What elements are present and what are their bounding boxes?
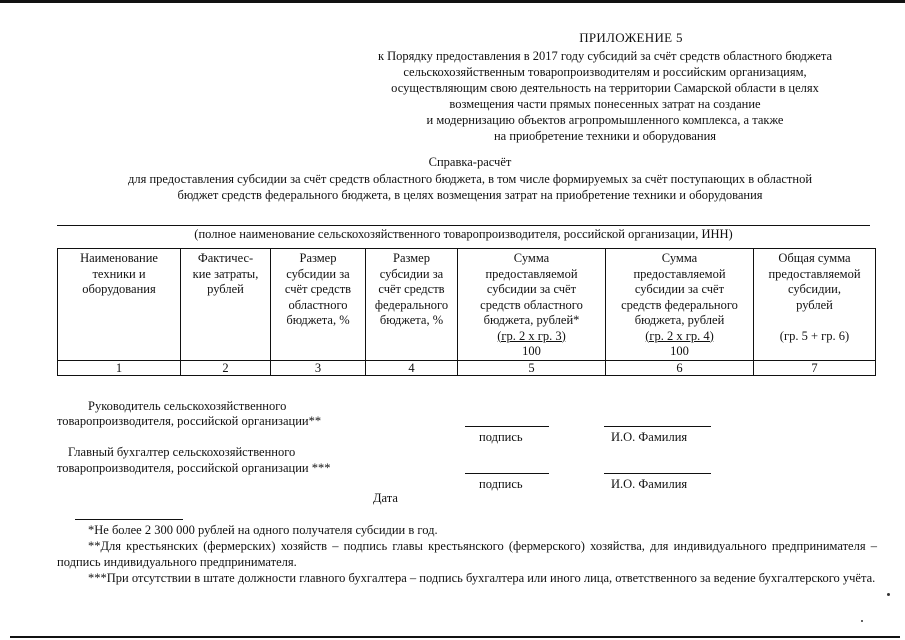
formula: (гр. 2 х гр. 3) [497, 328, 566, 343]
footnote-2: **Для крестьянских (фермерских) хозяйств – подпись главы крестьянского (фермерского) хозяйства, для индивидуального предпринимателя – подпись индивидуального предпринимателя. [57, 539, 877, 569]
bottom-border [10, 636, 900, 638]
table-header-row [58, 249, 876, 361]
head-name-field[interactable] [604, 426, 711, 427]
accountant-title-line1: Главный бухгалтер сельскохозяйственного [68, 445, 296, 459]
header-actual-costs: Фактичес- кие затраты, рублей [181, 249, 271, 361]
document-title: Справка-расчёт [428, 155, 512, 169]
document-subtitle [60, 171, 880, 203]
head-title-line1: Руководитель сельскохозяйственного [88, 399, 287, 413]
appendix-line: сельскохозяйственным товаропроизводителям и российским организациям, [403, 65, 807, 79]
footnote-3: ***При отсутствии в штате должности главного бухгалтера – подпись бухгалтера или иного лица, ответственного за ведение бухгалтерского учёта. [88, 571, 876, 585]
header-regional-amount: Сумма предоставляемой субсидии за счёт средств областного бюджета, рублей* (гр. 2 х гр. 3) 100 [458, 249, 606, 361]
accountant-title-line2: товаропроизводителя, российской организации *** [57, 461, 331, 475]
column-number: 7 [754, 360, 876, 375]
formula-divisor: 100 [670, 344, 689, 358]
head-name-label: И.О. Фамилия [611, 430, 688, 444]
column-number-row [58, 360, 876, 375]
appendix-title: ПРИЛОЖЕНИЕ 5 [579, 30, 683, 45]
formula: (гр. 5 + гр. 6) [779, 328, 850, 343]
column-number: 3 [271, 360, 366, 375]
column-number: 2 [181, 360, 271, 375]
column-number: 5 [458, 360, 606, 375]
formula: (гр. 2 х гр. 4) [645, 328, 714, 343]
column-number: 1 [58, 360, 181, 375]
appendix-line: на приобретение техники и оборудования [493, 129, 717, 143]
column-number: 4 [366, 360, 458, 375]
scan-speck [861, 620, 863, 622]
header-federal-amount: Сумма предоставляемой субсидии за счёт средств федерального бюджета, рублей (гр. 2 х гр. 4) 100 [606, 249, 754, 361]
subtitle-line: бюджет средств федерального бюджета, в целях возмещения затрат на приобретение техники и оборудования [177, 188, 763, 202]
head-signature-label: подпись [479, 430, 523, 444]
calculation-table [57, 248, 876, 376]
appendix-line: осуществляющим свою деятельность на территории Самарской области в целях [391, 81, 819, 95]
footnote-1: *Не более 2 300 000 рублей на одного получателя субсидии в год. [88, 523, 438, 537]
head-title-line2: товаропроизводителя, российской организации** [57, 414, 322, 428]
formula-divisor: 100 [522, 344, 541, 358]
header-equipment-name: Наименование техники и оборудования [58, 249, 181, 361]
header-total-amount: Общая сумма предоставляемой субсидии, рублей (гр. 5 + гр. 6) [754, 249, 876, 361]
footnote-separator [75, 519, 183, 520]
appendix-line: к Порядку предоставления в 2017 году субсидий за счёт средств областного бюджета [377, 49, 833, 63]
appendix-reference [330, 48, 880, 144]
scan-speck [887, 593, 890, 596]
date-label: Дата [373, 491, 398, 505]
header-regional-rate: Размер субсидии за счёт средств областного бюджета, % [271, 249, 366, 361]
header-federal-rate: Размер субсидии за счёт средств федерального бюджета, % [366, 249, 458, 361]
accountant-name-field[interactable] [604, 473, 711, 474]
organization-caption: (полное наименование сельскохозяйственного товаропроизводителя, российской организации, ИНН) [194, 227, 733, 241]
column-number: 6 [606, 360, 754, 375]
top-border [0, 0, 905, 3]
accountant-name-label: И.О. Фамилия [611, 477, 688, 491]
accountant-signature-label: подпись [479, 477, 523, 491]
appendix-line: возмещения части прямых понесенных затрат на создание [449, 97, 761, 111]
footnotes [57, 522, 877, 586]
appendix-line: и модернизацию объектов агропромышленного комплекса, а также [426, 113, 784, 127]
subtitle-line: для предоставления субсидии за счёт средств областного бюджета, в том числе формируемых за счёт поступающих в областной [127, 172, 813, 186]
accountant-signature-field[interactable] [465, 473, 549, 474]
head-signature-field[interactable] [465, 426, 549, 427]
